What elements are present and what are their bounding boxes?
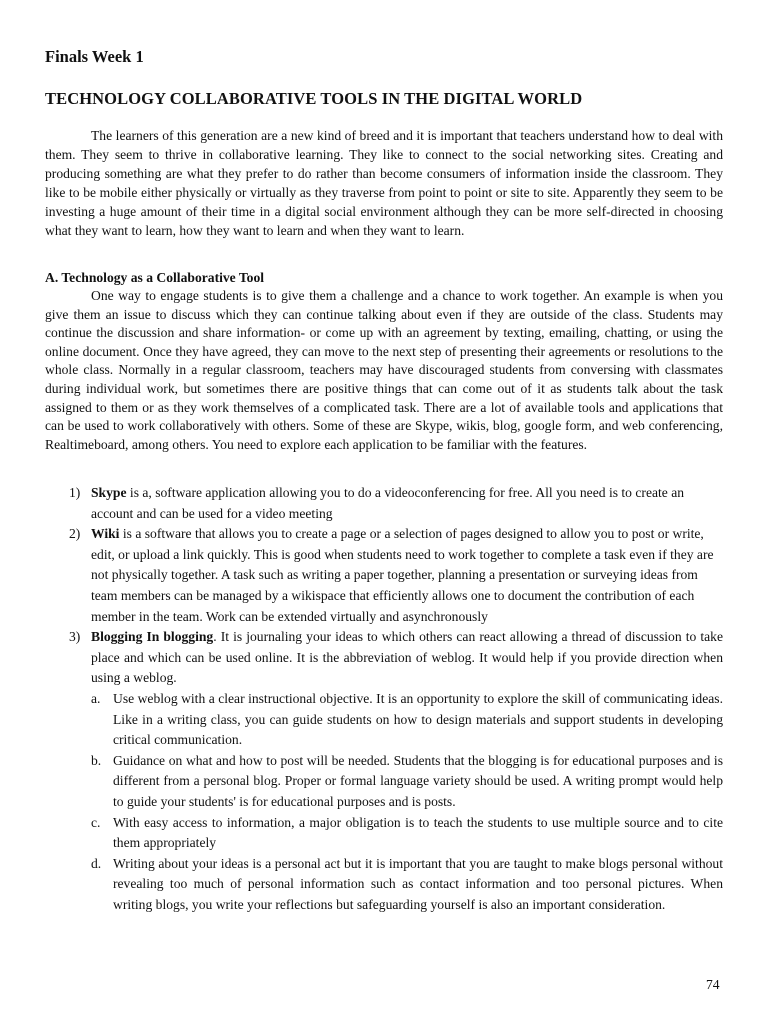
list-term: Blogging In blogging: [91, 629, 214, 645]
list-term: Wiki: [91, 526, 120, 542]
week-label: Finals Week 1: [45, 47, 144, 66]
sub-text: Use weblog with a clear instructional objective. It is an opportunity to explore the skill of communicating ideas. Like in a writing class, you can guide students on how to design materials and support students in developing critical communication.: [113, 690, 723, 748]
section-a-heading: A. Technology as a Collaborative Tool: [45, 270, 265, 285]
list-number: 2): [69, 526, 81, 542]
section-a-paragraph: One way to engage students is to give them a challenge and a chance to work together. An example is when you give them an issue to discuss which they can continue talking about even if they are outside of the class. Students may continue the discussion and share information- or come up with an agreement by texting, emailing, chatting, or using the online document. Once they have agreed, they can move to the next step of presenting their agreements or resolutions to the whole class. Normally in a regular classroom, teachers may have discouraged students from conversing with classmates during individual work, but sometimes there are positive things that can come out of it as students talk about the task assigned to them or as they work themselves of a complicated task. There are a lot of available tools and applications that can be used to work collaboratively with others. Some of these are Skype, wikis, blog, google form, and web conferencing, Realtimeboard, among others. You need to explore each application to be familiar with the features.: [45, 288, 723, 452]
sub-item-b: [91, 751, 723, 813]
sub-letter: a.: [91, 690, 101, 706]
page-title: TECHNOLOGY COLLABORATIVE TOOLS IN THE DIGITAL WORLD: [45, 89, 583, 108]
list-text: is a software that allows you to create a page or a selection of pages designed to allow you to post or write, edit, or upload a link quickly. This is good when students need to work together to complete a task even if they are not physically together. A task such as writing a paper together, planning a presentation or surveying ideas from team members can be managed by a wikispace that efficiently allows one to document the contribution of each member in the team. Work can be extended virtually and asynchronously: [91, 526, 714, 624]
list-item-blogging: [45, 627, 723, 915]
sub-item-d: [91, 854, 723, 916]
list-number: 3): [69, 629, 81, 645]
sub-letter: b.: [91, 752, 102, 768]
sub-text: Guidance on what and how to post will be needed. Students that the blogging is for educational purposes and is different from a personal blog. Proper or formal language variety should be used. A writing prompt would help to guide your students' is for educational purposes and is posts.: [113, 752, 723, 809]
sub-text: Writing about your ideas is a personal act but it is important that you are taught to make blogs personal without revealing too much of personal information such as contact information and too personal pictures. When writing blogs, you write your reflections but safeguarding yourself is also an important consideration.: [113, 855, 723, 912]
list-text: . It is journaling your ideas to which others can react allowing a thread of discussion to take place and which can be used online. It is the abbreviation of weblog. It would help if you provide direction when using a weblog.: [91, 629, 723, 686]
tools-list: [45, 483, 723, 915]
sub-item-a: [91, 689, 723, 751]
list-text: is a, software application allowing you to do a videoconferencing for free. All you need is to create an account and can be used for a video meeting: [91, 485, 685, 521]
sub-text: With easy access to information, a major obligation is to teach the students to use multiple source and to cite them appropriately: [113, 814, 723, 851]
list-item-skype: [45, 483, 723, 524]
page-number: 74: [706, 977, 720, 992]
sub-item-c: [91, 813, 723, 854]
list-item-wiki: [45, 524, 723, 627]
list-term: Skype: [91, 485, 127, 500]
sub-letter: c.: [91, 814, 101, 830]
list-number: 1): [69, 485, 81, 500]
intro-paragraph: The learners of this generation are a new kind of breed and it is important that teachers understand how to deal with them. They seem to thrive in collaborative learning. They like to connect to the social networking sites. Creating and producing something are what they prefer to do rather than become consumers of information inside the classroom. They like to be mobile either physically or virtually as they traverse from point to point or site to site. Apparently they seem to be investing a huge amount of their time in a digital social environment although they can be more self-directed in choosing what they want to learn, how they want to learn and when they want to learn.: [45, 128, 723, 239]
sub-letter: d.: [91, 855, 102, 871]
